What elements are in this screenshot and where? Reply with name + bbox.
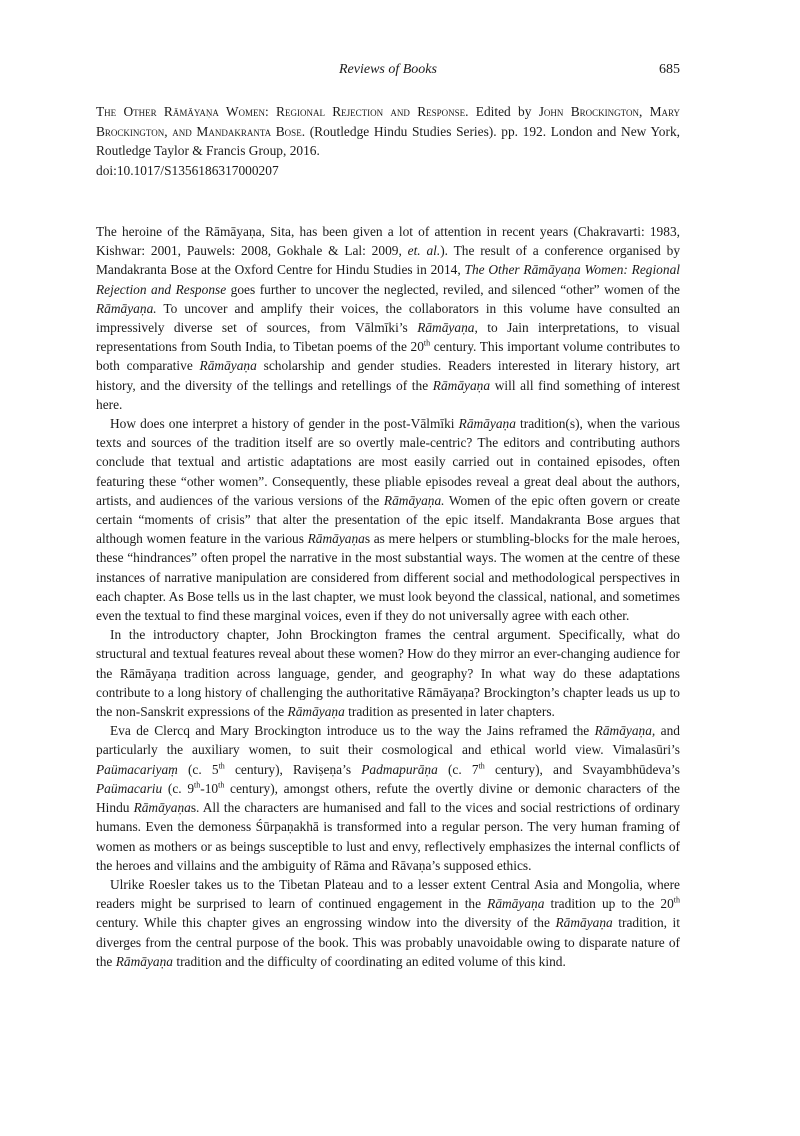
running-header	[96, 62, 680, 82]
paragraph-5: Ulrike Roesler takes us to the Tibetan Plateau and to a lesser extent Central Asia and Mongolia, where readers might be surprised to learn of continued engagement in the Rāmāyaṇa tradition up to the 20th century. While this chapter gives an engrossing window into the diversity of the Rāmāyaṇa tradition, it diverges from the central purpose of the book. This was probably unavoidable owing to disparate nature of the Rāmāyaṇa tradition and the difficulty of coordinating an edited volume of this kind.	[96, 876, 680, 969]
page-number: 685	[659, 62, 680, 77]
paragraph-4: Eva de Clercq and Mary Brockington introduce us to the way the Jains reframed the Rāmāyaṇa, and particularly the auxiliary women, to suit their cosmological and ethical world view. Vimalasūri’s Paümacariyaṃ (c. 5th century), Raviṣeṇa’s Padmapurāṇa (c. 7th century), and Svayambhūdeva’s Paümacariu (c. 9th-10th century), amongst others, refute the overtly divine or demonic characters of the Hindu Rāmāyaṇas. All the characters are humanised and fall to the vices and social restrictions of ordinary humans. Even the demoness Śūrpaṇakhā is transformed into a regular person. The very human framing of women as mothers or as beings susceptible to lust and envy, reflectively emphasizes the internal conflicts of the heroes and villains and the ambiguity of Rāma and Rāvaṇa’s supposed ethics.	[96, 723, 681, 873]
paragraph-2: How does one interpret a history of gender in the post-Vālmīki Rāmāyaṇa tradition(s), when the various texts and sources of the tradition itself are so overtly male-centric? The editors and contributing authors conclude that textual and artistic adaptations are most easily carried out in contained episodes, often featuring these “other women”. Consequently, these pliable episodes reveal a great deal about the authors, artists, and audiences of the various versions of the Rāmāyaṇa. Women of the epic often govern or create certain “moments of crisis” that alter the presentation of the epic itself. Mandakranta Bose argues that although women feature in the various Rāmāyaṇas as mere helpers or stumbling-blocks for the male heroes, these “hindrances” often propel the narrative in the most substantial ways. The women at the centre of these instances of narrative manipulation are considered from different social and methodological perspectives in each chapter. As Bose tells us in the last chapter, we must look beyond the classical, national, and sometimes even the textual to find these marginal voices, even if they do not universally agree with each other.	[96, 416, 680, 624]
book-editors: John Brockington, Mary Brockington, and Mandakranta Bose	[96, 104, 680, 139]
running-title: Reviews of Books	[339, 62, 437, 77]
book-title: The Other Rāmāyaṇa Women: Regional Rejection and Response	[96, 104, 466, 119]
book-citation	[96, 102, 680, 180]
paragraph-3: In the introductory chapter, John Brockington frames the central argument. Specifically, what do structural and textual features reveal about these women? How do they mirror an ever-changing audience for the Rāmāyaṇa tradition across language, gender, and geography? In what way do these adaptations contribute to a long history of challenging the authoritative Rāmāyaṇa? Brockington’s chapter leads us up to the non-Sanskrit expressions of the Rāmāyaṇa tradition as presented in later chapters.	[96, 627, 680, 720]
doi: doi:10.1017/S1356186317000207	[96, 162, 279, 178]
edited-by-text: . Edited by	[465, 104, 539, 119]
review-body	[96, 222, 680, 971]
publication-details: . (Routledge Hindu Studies Series). pp. 192. London and New York, Routledge Taylor & Francis Group, 2016.	[96, 123, 680, 158]
paragraph-1: The heroine of the Rāmāyaṇa, Sita, has been given a lot of attention in recent years (Chakravarti: 1983, Kishwar: 2001, Pauwels: 2008, Gokhale & Lal: 2009, et. al.). The result of a conference organised by Mandakranta Bose at the Oxford Centre for Hindu Studies in 2014, The Other Rāmāyaṇa Women: Regional Rejection and Response goes further to uncover the neglected, reviled, and silenced “other” women of the Rāmāyaṇa. To uncover and amplify their voices, the collaborators in this volume have consulted an impressively diverse set of sources, from Vālmīki’s Rāmāyaṇa, to Jain interpretations, to visual representations from South India, to Tibetan poems of the 20th century. This important volume contributes to both comparative Rāmāyaṇa scholarship and gender studies. Readers interested in literary history, art history, and the diversity of the tellings and retellings of the Rāmāyaṇa will all find something of interest here.	[96, 224, 681, 412]
